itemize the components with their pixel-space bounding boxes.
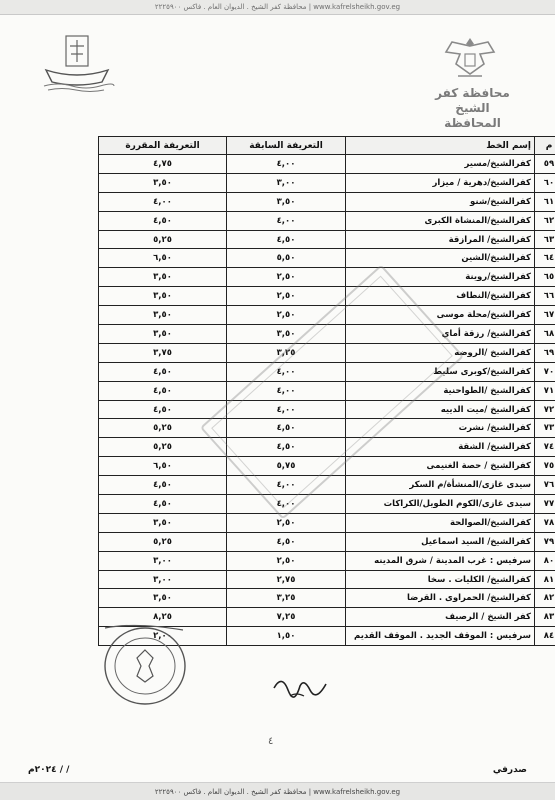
egypt-eagle-icon xyxy=(440,34,500,82)
row-prev-fare: ٣,٢٥ xyxy=(227,589,346,608)
row-new-fare: ٢,٠٠ xyxy=(99,627,227,646)
row-line: كفرالشيخ/مسير xyxy=(346,155,535,174)
row-line: كفرالشيخ/ المرازقة xyxy=(346,230,535,249)
row-prev-fare: ٥,٥٠ xyxy=(227,249,346,268)
table-row xyxy=(99,287,555,306)
row-new-fare: ٣,٥٠ xyxy=(99,287,227,306)
issue-date: / / ٢٠٢٤م xyxy=(28,765,70,775)
row-new-fare: ٥,٢٥ xyxy=(99,438,227,457)
row-line: كفرالشيخ/الشين xyxy=(346,249,535,268)
row-new-fare: ٣,٥٠ xyxy=(99,306,227,325)
row-num: ٦٢ xyxy=(535,211,555,230)
row-num: ٧٨ xyxy=(535,513,555,532)
table-row xyxy=(99,457,555,476)
table-body xyxy=(99,155,555,646)
row-num: ٧٣ xyxy=(535,419,555,438)
row-num: ٦٠ xyxy=(535,173,555,192)
row-num: ٧٧ xyxy=(535,495,555,514)
row-new-fare: ٣,٥٠ xyxy=(99,513,227,532)
row-line: كفرالشيخ/ نشرت xyxy=(346,419,535,438)
table-row xyxy=(99,400,555,419)
row-num: ٦٨ xyxy=(535,325,555,344)
table-row xyxy=(99,589,555,608)
row-new-fare: ٤,٥٠ xyxy=(99,476,227,495)
row-num: ٦٥ xyxy=(535,268,555,287)
row-line: كفر الشيخ / الرصيف xyxy=(346,608,535,627)
row-prev-fare: ٤,٠٠ xyxy=(227,211,346,230)
row-line: كفرالشيخ/ رزقة أماي xyxy=(346,325,535,344)
row-prev-fare: ١,٥٠ xyxy=(227,627,346,646)
table-row xyxy=(99,155,555,174)
row-line: كفرالشيخ/ الشقة xyxy=(346,438,535,457)
row-num: ٦٧ xyxy=(535,306,555,325)
row-new-fare: ٤,٥٠ xyxy=(99,381,227,400)
row-new-fare: ٥,٢٥ xyxy=(99,230,227,249)
row-new-fare: ٣,٥٠ xyxy=(99,325,227,344)
row-prev-fare: ٢,٥٠ xyxy=(227,306,346,325)
row-num: ٦٩ xyxy=(535,343,555,362)
row-line: كفرالشيخ /الروضه xyxy=(346,343,535,362)
footer xyxy=(0,782,555,800)
row-prev-fare: ٤,٠٠ xyxy=(227,381,346,400)
row-new-fare: ٦,٥٠ xyxy=(99,457,227,476)
table-row xyxy=(99,513,555,532)
row-line: كفرالشيخ/كوبرى سليط xyxy=(346,362,535,381)
table-row xyxy=(99,381,555,400)
row-num: ٧٢ xyxy=(535,400,555,419)
row-line: كفرالشيخ/محلة موسى xyxy=(346,306,535,325)
table-row xyxy=(99,268,555,287)
row-num: ٧٩ xyxy=(535,532,555,551)
table-row xyxy=(99,211,555,230)
header-new-fare: التعريفة المقررة xyxy=(99,137,227,155)
row-new-fare: ٥,٢٥ xyxy=(99,532,227,551)
row-new-fare: ٤,٥٠ xyxy=(99,211,227,230)
row-prev-fare: ٣,٠٠ xyxy=(227,173,346,192)
governorate-name xyxy=(420,86,525,131)
row-num: ٧١ xyxy=(535,381,555,400)
table-header-row xyxy=(99,137,555,155)
issue-date-bar xyxy=(0,762,555,778)
row-prev-fare: ٤,٠٠ xyxy=(227,155,346,174)
table-row xyxy=(99,495,555,514)
row-new-fare: ٤,٥٠ xyxy=(99,362,227,381)
row-line: كفرالشيخ/ الحمراوى . القرضا xyxy=(346,589,535,608)
table-row xyxy=(99,343,555,362)
row-prev-fare: ٢,٥٠ xyxy=(227,551,346,570)
signature-icon xyxy=(270,668,330,702)
row-line: كفرالشيخ/المنشاة الكبرى xyxy=(346,211,535,230)
header-prev-fare: التعريفة السابقة xyxy=(227,137,346,155)
header-line: إسم الخط xyxy=(346,137,535,155)
row-line: كفرالشيخ/النطاف xyxy=(346,287,535,306)
row-num: ٧٠ xyxy=(535,362,555,381)
row-prev-fare: ٣,٥٠ xyxy=(227,192,346,211)
row-num: ٥٩ xyxy=(535,155,555,174)
row-prev-fare: ٤,٥٠ xyxy=(227,419,346,438)
row-prev-fare: ٤,٠٠ xyxy=(227,495,346,514)
row-line: كفرالشيخ / حصة الغنيمى xyxy=(346,457,535,476)
official-seal-icon xyxy=(95,620,195,710)
row-line: كفرالشيخ/الصوالحة xyxy=(346,513,535,532)
table-row xyxy=(99,325,555,344)
row-new-fare: ٥,٢٥ xyxy=(99,419,227,438)
row-line: كفرالشيخ/شنو xyxy=(346,192,535,211)
row-line: كفرالشيخ/روينة xyxy=(346,268,535,287)
row-num: ٧٥ xyxy=(535,457,555,476)
row-prev-fare: ٢,٧٥ xyxy=(227,570,346,589)
row-num: ٧٤ xyxy=(535,438,555,457)
row-prev-fare: ٤,٥٠ xyxy=(227,532,346,551)
row-num: ٦٤ xyxy=(535,249,555,268)
issued-label: صدرفي xyxy=(492,765,527,775)
row-new-fare: ٨,٢٥ xyxy=(99,608,227,627)
fare-table xyxy=(98,136,555,646)
row-new-fare: ٤,٥٠ xyxy=(99,400,227,419)
row-new-fare: ٣,٠٠ xyxy=(99,570,227,589)
page-number: ٤ xyxy=(268,736,274,747)
row-prev-fare: ٤,٠٠ xyxy=(227,400,346,419)
row-num: ٨٢ xyxy=(535,589,555,608)
table-row xyxy=(99,532,555,551)
row-num: ٦٣ xyxy=(535,230,555,249)
kafr-elsheikh-emblem-icon xyxy=(38,32,116,94)
row-new-fare: ٣,٧٥ xyxy=(99,343,227,362)
header-num: م xyxy=(535,137,555,155)
table-row xyxy=(99,173,555,192)
row-prev-fare: ٤,٠٠ xyxy=(227,362,346,381)
row-prev-fare: ٢,٥٠ xyxy=(227,287,346,306)
row-line: سرفيس : غرب المدينة / شرق المدينه xyxy=(346,551,535,570)
row-num: ٦٦ xyxy=(535,287,555,306)
footer-text: www.kafrelsheikh.gov.eg | محافظة كفر الشيخ . الديوان العام . فاكس ٢٢٢٥٩٠٠ xyxy=(154,788,401,796)
row-prev-fare: ٣,٥٠ xyxy=(227,325,346,344)
table-row xyxy=(99,476,555,495)
row-new-fare: ٤,٥٠ xyxy=(99,495,227,514)
row-line: كفرالشيخ/دهرية / ميزار xyxy=(346,173,535,192)
table-row xyxy=(99,362,555,381)
table-row xyxy=(99,438,555,457)
row-new-fare: ٣,٥٠ xyxy=(99,589,227,608)
row-num: ٨٤ xyxy=(535,627,555,646)
row-prev-fare: ٤,٥٠ xyxy=(227,230,346,249)
row-num: ٨٣ xyxy=(535,608,555,627)
top-banner-text: www.kafrelsheikh.gov.eg | محافظة كفر الشيخ . الديوان العام . فاكس ٢٢٢٥٩٠٠ xyxy=(154,3,401,11)
table-row xyxy=(99,230,555,249)
row-new-fare: ٦,٥٠ xyxy=(99,249,227,268)
row-line: كفرالشيخ /الطواحنية xyxy=(346,381,535,400)
row-prev-fare: ٢,٥٠ xyxy=(227,268,346,287)
row-line: سرفيس : الموقف الجديد . الموقف القديم xyxy=(346,627,535,646)
row-prev-fare: ٣,٢٥ xyxy=(227,343,346,362)
row-line: سيدى غازى/الكوم الطويل/الكراكات xyxy=(346,495,535,514)
row-num: ٨١ xyxy=(535,570,555,589)
row-line: كفرالشيخ/ السيد اسماعيل xyxy=(346,532,535,551)
row-new-fare: ٤,٠٠ xyxy=(99,192,227,211)
row-num: ٨٠ xyxy=(535,551,555,570)
row-line: كفرالشيخ/ الكليات . سخا xyxy=(346,570,535,589)
row-new-fare: ٣,٠٠ xyxy=(99,551,227,570)
row-num: ٧٦ xyxy=(535,476,555,495)
row-new-fare: ٣,٥٠ xyxy=(99,268,227,287)
row-prev-fare: ٧,٢٥ xyxy=(227,608,346,627)
table-row xyxy=(99,249,555,268)
row-new-fare: ٤,٧٥ xyxy=(99,155,227,174)
row-new-fare: ٣,٥٠ xyxy=(99,173,227,192)
governorate-line1: محافظة كفر الشيخ xyxy=(435,86,510,115)
table-row xyxy=(99,551,555,570)
row-prev-fare: ٤,٠٠ xyxy=(227,476,346,495)
row-line: كفرالشيخ /ميت الدييه xyxy=(346,400,535,419)
row-prev-fare: ٤,٥٠ xyxy=(227,438,346,457)
row-prev-fare: ٥,٧٥ xyxy=(227,457,346,476)
top-banner xyxy=(0,0,555,15)
row-num: ٦١ xyxy=(535,192,555,211)
table-row xyxy=(99,570,555,589)
table-row xyxy=(99,419,555,438)
table-row xyxy=(99,306,555,325)
row-line: سيدى غازى/المنشأة/م السكر xyxy=(346,476,535,495)
row-prev-fare: ٢,٥٠ xyxy=(227,513,346,532)
table-row xyxy=(99,192,555,211)
governorate-line2: المحافظة xyxy=(444,116,501,130)
